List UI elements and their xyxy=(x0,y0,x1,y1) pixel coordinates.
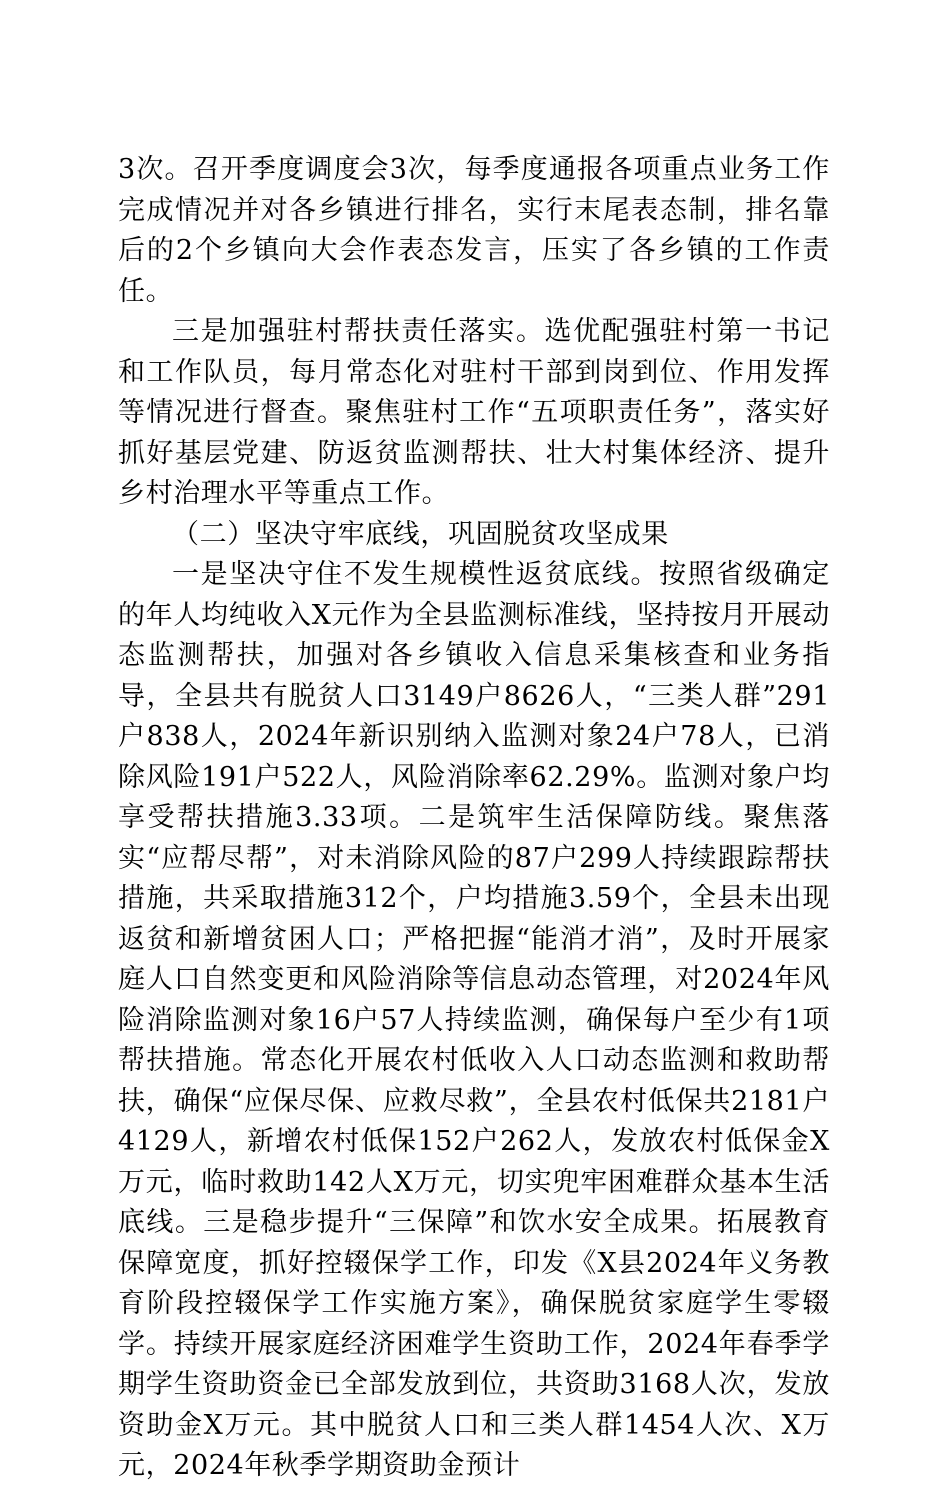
paragraph-village-assistance: 三是加强驻村帮扶责任落实。选优配强驻村第一书记和工作队员，每月常态化对驻村干部到岗到位、作用发挥等情况进行督查。聚焦驻村工作“五项职责任务”，落实好抓好基层党建、防返贫监测帮扶、壮大村集体经济、提升乡村治理水平等重点工作。 xyxy=(118,316,830,509)
paragraph-poverty-prevention: 一是坚决守住不发生规模性返贫底线。按照省级确定的年人均纯收入X元作为全县监测标准线，坚持按月开展动态监测帮扶，加强对各乡镇收入信息采集核查和业务指导，全县共有脱贫人口3149户8626人，“三类人群”291户838人，2024年新识别纳入监测对象24户78人，已消除风险191户522人，风险消除率62.29%。监测对象户均享受帮扶措施3.33项。二是筑牢生活保障防线。聚焦落实“应帮尽帮”，对未消除风险的87户299人持续跟踪帮扶措施，共采取措施312个，户均措施3.59个，全县未出现返贫和新增贫困人口；严格把握“能消才消”，及时开展家庭人口自然变更和风险消除等信息动态管理，对2024年风险消除监测对象16户57人持续监测，确保每户至少有1项帮扶措施。常态化开展农村低收入人口动态监测和救助帮扶，确保“应保尽保、应救尽救”，全县农村低保共2181户4129人，新增农村低保152户262人，发放农村低保金X万元，临时救助142人X万元，切实兜牢困难群众基本生活底线。三是稳步提升“三保障”和饮水安全成果。拓展教育保障宽度，抓好控辍保学工作，印发《X县2024年义务教育阶段控辍保学工作实施方案》，确保脱贫家庭学生零辍学。持续开展家庭经济困难学生资助工作，2024年春季学期学生资助资金已全部发放到位，共资助3168人次，发放资助金X万元。其中脱贫人口和三类人群1454人次、X万元，2024年秋季学期资助金预计 xyxy=(118,559,830,1481)
section-heading: （二）坚决守牢底线，巩固脱贫攻坚成果 xyxy=(172,518,669,550)
paragraph-continuation: 3次。召开季度调度会3次，每季度通报各项重点业务工作完成情况并对各乡镇进行排名，实行末尾表态制，排名靠后的2个乡镇向大会作表态发言，压实了各乡镇的工作责任。 xyxy=(118,154,830,307)
document-body xyxy=(118,150,830,1487)
